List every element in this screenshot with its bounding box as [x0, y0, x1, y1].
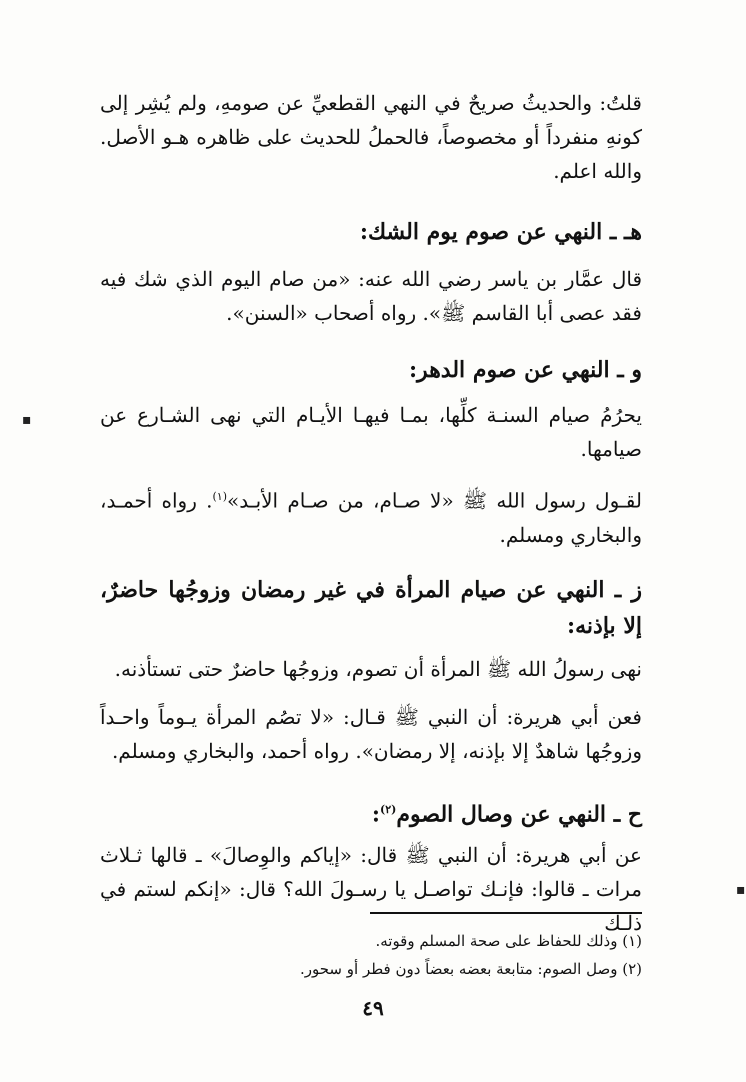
paragraph-he: قال عمَّار بن ياسر رضي الله عنه: «من صام اليوم الذي شك فيه فقد عصى أبا القاسم ﷺ». رواه أصحاب «السنن». [100, 267, 642, 325]
hadith-abad-source: . رواه أحمـد، والبخاري ومسلم. [100, 488, 642, 547]
footnote-ref-2: (٢) [380, 803, 397, 816]
paragraph-hadith-abad [100, 480, 642, 552]
heading-ha [100, 792, 642, 832]
paragraph-zay: نهى رسولُ الله ﷺ المرأة أن تصوم، وزوجُها حاضرٌ حتى تستأذنه. [114, 657, 642, 681]
paragraph-intro: قلتُ: والحديثُ صريحٌ في النهي القطعيِّ عن صومهِ، ولم يُشِر إلى كونهِ منفرداً أو مخصوصاً، فالحملُ للحديث على ظاهره هـو الأصل. والله اعلم. [100, 91, 642, 183]
page-number: ٤٩ [362, 996, 384, 1020]
heading-waw: و ـ النهي عن صوم الدهر: [408, 357, 642, 383]
hadith-abad-text: لقـول رسول الله ﷺ «لا صـام، من صـام الأبـد» [226, 488, 642, 513]
paragraph-abu-hurayra: فعن أبي هريرة: أن النبي ﷺ قـال: «لا تصُم المرأة يـوماً واحـداً وزوجُها شاهدٌ إلا بإذنه، إلا رمضان». رواه أحمد، والبخاري ومسلم. [100, 705, 642, 763]
heading-zay: ز ـ النهي عن صيام المرأة في غير رمضان وزوجُها حاضرٌ، إلا بإذنه: [100, 577, 642, 639]
margin-tick-mark: ▪ [22, 412, 32, 428]
paragraph-wisal: عن أبي هريرة: أن النبي ﷺ قال: «إياكم والوِصالَ» ـ قالها ثـلاث مرات ـ قالوا: فإنـك تواصـل يا رسـولَ الله؟ قال: «إنكم لستم في ذلـك [100, 843, 642, 935]
footnote-divider [370, 912, 642, 914]
paragraph-waw: يحرُمُ صيام السنـة كلِّها، بمـا فيهـا الأيـام التي نهى الشـارع عن صيامها. [100, 403, 643, 461]
footnote-1: (١) وذلك للحفاظ على صحة المسلم وقوته. [375, 932, 642, 950]
footnote-2: (٢) وصل الصوم: متابعة بعضه بعضاً دون فطر أو سحور. [299, 960, 642, 978]
heading-ha-colon: : [371, 801, 381, 828]
margin-tick-mark: ▪ [736, 882, 746, 898]
heading-ha-text: ح ـ النهي عن وصال الصوم [396, 801, 642, 828]
footnote-ref-1: (١) [212, 490, 227, 503]
heading-he: هـ ـ النهي عن صوم يوم الشك: [359, 219, 642, 245]
